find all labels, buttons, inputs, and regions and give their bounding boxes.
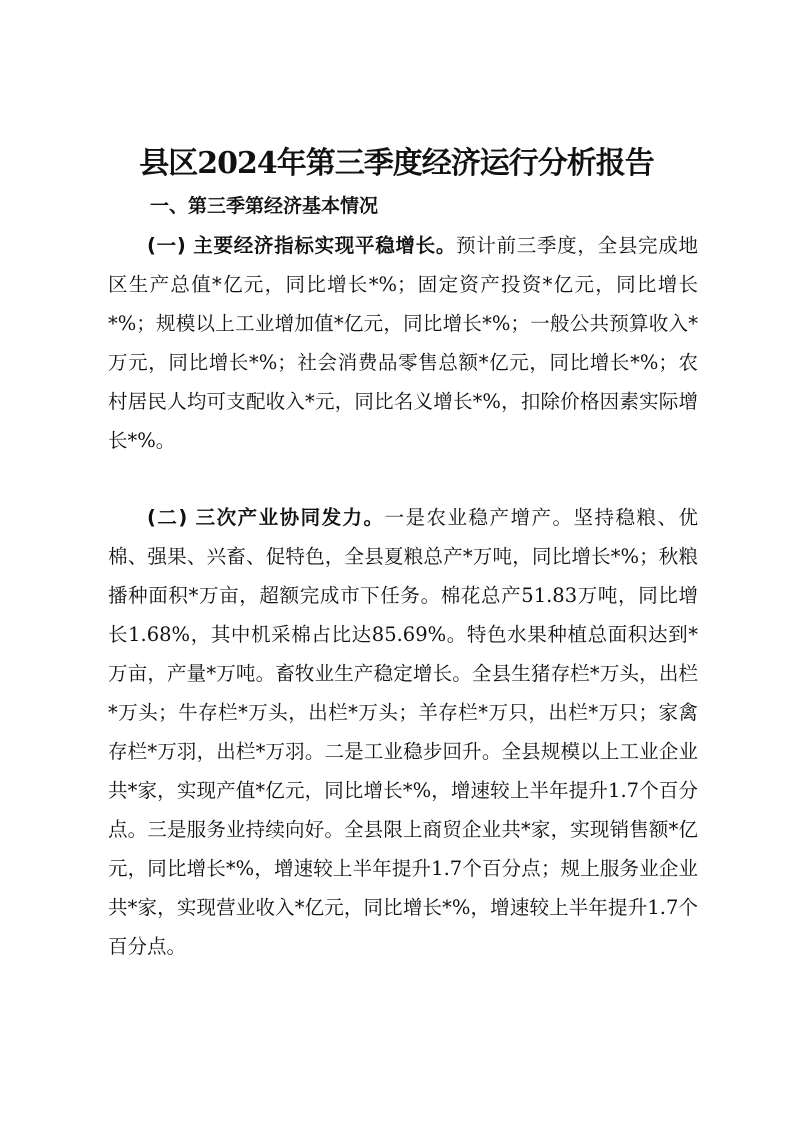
paragraph-indicators [108,226,698,460]
document-title: 县区2024年第三季度经济运行分析报告 [139,146,654,181]
paragraph-lead: (一) 主要经济指标实现平稳增长。 [147,234,457,257]
paragraph-lead: (二) 三次产业协同发力。 [147,506,385,529]
section-heading: 一、第三季第经济基本情况 [150,195,379,217]
paragraph-industries [108,498,698,966]
paragraph-body: 预计前三季度，全县完成地区生产总值*亿元，同比增长*%；固定资产投资*亿元，同比增长*%；规模以上工业增加值*亿元，同比增长*%；一般公共预算收入*万元，同比增长*%；社会消费品零售总额*亿元，同比增长*%；农村居民人均可支配收入*元，同比名义增长*%，扣除价格因素实际增长*%。 [108,234,698,452]
paragraph-body: 一是农业稳产增产。坚持稳粮、优棉、强果、兴畜、促特色，全县夏粮总产*万吨，同比增长*%；秋粮播种面积*万亩，超额完成市下任务。棉花总产51.83万吨，同比增长1.68%，其中机采棉占比达85.69%。特色水果种植总面积达到*万亩，产量*万吨。畜牧业生产稳定增长。全县生猪存栏*万头，出栏*万头；牛存栏*万头，出栏*万头；羊存栏*万只，出栏*万只；家禽存栏*万羽，出栏*万羽。二是工业稳步回升。全县规模以上工业企业共*家，实现产值*亿元，同比增长*%，增速较上半年提升1.7个百分点。三是服务业持续向好。全县限上商贸企业共*家，实现销售额*亿元，同比增长*%，增速较上半年提升1.7个百分点；规上服务业企业共*家，实现营业收入*亿元，同比增长*%，增速较上半年提升1.7个百分点。 [108,506,698,958]
